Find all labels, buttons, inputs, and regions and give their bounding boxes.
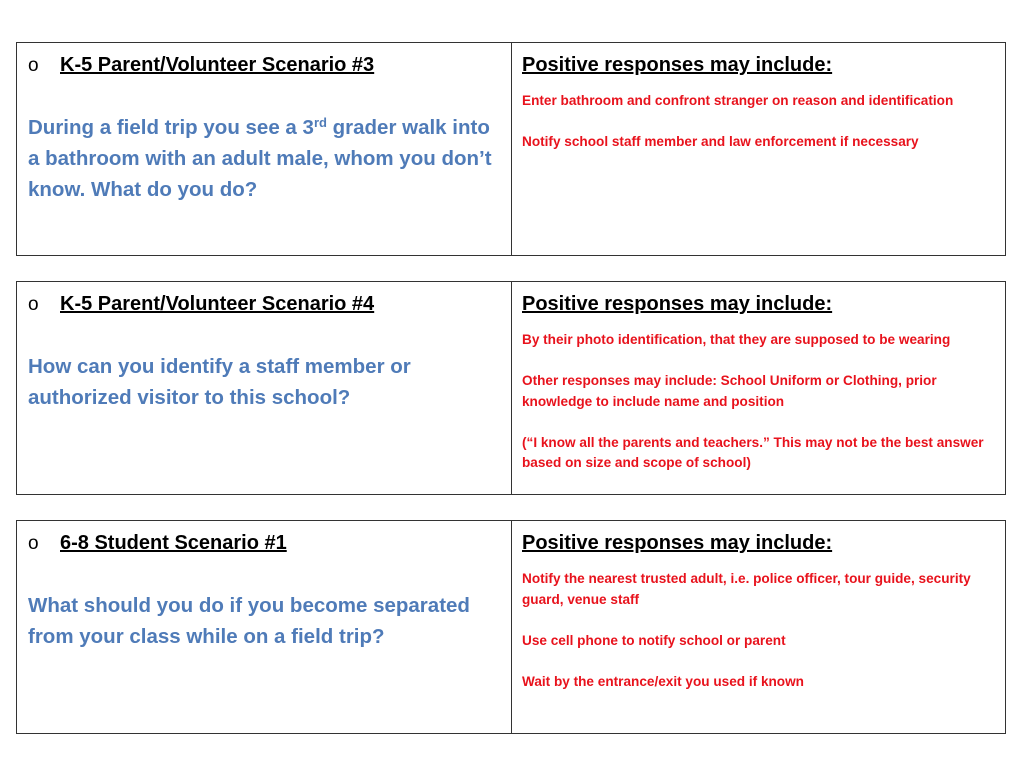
bullet-icon: o (28, 55, 39, 76)
scenario-question: What should you do if you become separated from your class while on a field trip? (28, 594, 470, 648)
scenario-panel (17, 521, 512, 733)
responses-panel (512, 521, 1005, 733)
responses-panel (512, 282, 1005, 494)
scenario-title: K-5 Parent/Volunteer Scenario #3 (60, 54, 375, 76)
question-superscript: rd (313, 115, 327, 130)
scenario-heading (28, 53, 501, 78)
question-text-part1: During a field trip you see a 3 (28, 116, 314, 139)
scenario-card-3 (16, 520, 1006, 734)
responses-heading: Positive responses may include: (522, 293, 833, 315)
scenario-title: 6-8 Student Scenario #1 (60, 532, 287, 554)
response-item: (“I know all the parents and teachers.” This may not be the best answer based on size and scope of school) (522, 434, 984, 470)
response-item: Notify school staff member and law enforcement if necessary (522, 134, 919, 149)
scenario-heading (28, 531, 501, 556)
bullet-icon: o (28, 294, 39, 315)
scenario-card-1 (16, 42, 1006, 256)
scenario-question (28, 112, 501, 205)
bullet-icon: o (28, 533, 39, 554)
scenario-panel (17, 43, 512, 255)
responses-list (522, 569, 997, 692)
response-item: Notify the nearest trusted adult, i.e. police officer, tour guide, security guard, venue staff (522, 571, 971, 607)
scenario-card-2 (16, 281, 1006, 495)
responses-heading: Positive responses may include: (522, 54, 833, 76)
responses-list (522, 91, 997, 153)
scenario-question: How can you identify a staff member or authorized visitor to this school? (28, 355, 411, 409)
scenario-panel (17, 282, 512, 494)
response-item: Other responses may include: School Uniform or Clothing, prior knowledge to include name and position (522, 373, 937, 409)
question-text-part2: grader walk into a bathroom with an adult male, whom you don’t know. What do you do? (28, 116, 492, 201)
response-item: Wait by the entrance/exit you used if known (522, 673, 804, 689)
response-item: Enter bathroom and confront stranger on reason and identification (522, 93, 954, 108)
scenario-title: K-5 Parent/Volunteer Scenario #4 (60, 293, 375, 315)
responses-list (522, 330, 997, 474)
responses-heading: Positive responses may include: (522, 532, 833, 554)
responses-panel (512, 43, 1005, 255)
response-item: Use cell phone to notify school or parent (522, 632, 786, 648)
scenario-heading (28, 292, 501, 317)
response-item: By their photo identification, that they are supposed to be wearing (522, 332, 951, 347)
